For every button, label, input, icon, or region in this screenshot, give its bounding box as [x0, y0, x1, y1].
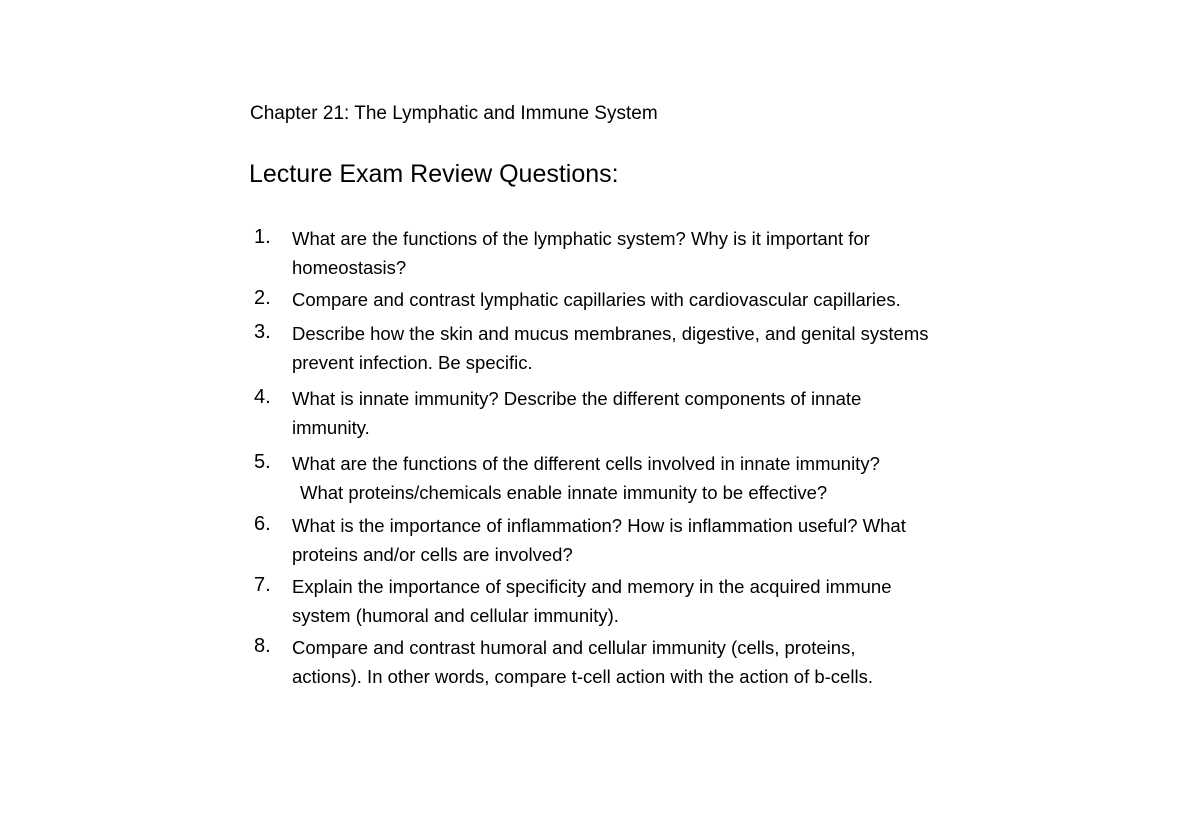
question-line: What is the importance of inflammation? How is inflammation useful? What — [292, 515, 906, 536]
question-line: Explain the importance of specificity and memory in the acquired immune — [292, 576, 892, 597]
question-text — [292, 449, 1002, 507]
question-line: What is innate immunity? Describe the different components of innate — [292, 388, 862, 409]
question-line: system (humoral and cellular immunity). — [292, 605, 619, 626]
question-line: Describe how the skin and mucus membranes, digestive, and genital systems — [292, 323, 929, 344]
question-number: 8. — [254, 635, 271, 657]
question-number: 5. — [254, 451, 271, 473]
question-line: What are the functions of the different cells involved in innate immunity? — [292, 453, 880, 474]
question-line: Compare and contrast humoral and cellular immunity (cells, proteins, — [292, 637, 856, 658]
chapter-title: Chapter 21: The Lymphatic and Immune System — [250, 103, 658, 124]
question-line: Compare and contrast lymphatic capillaries with cardiovascular capillaries. — [292, 289, 901, 310]
question-line: What are the functions of the lymphatic system? Why is it important for — [292, 228, 870, 249]
question-text — [292, 511, 1002, 569]
question-number: 1. — [254, 226, 271, 248]
question-line: actions). In other words, compare t-cell action with the action of b-cells. — [292, 666, 873, 687]
section-heading: Lecture Exam Review Questions: — [249, 160, 619, 188]
question-text — [292, 633, 1002, 691]
question-number: 7. — [254, 574, 271, 596]
question-line: What proteins/chemicals enable innate immunity to be effective? — [300, 482, 828, 503]
question-number: 6. — [254, 513, 271, 535]
question-line: prevent infection. Be specific. — [292, 352, 533, 373]
question-number: 2. — [254, 287, 271, 309]
question-line: proteins and/or cells are involved? — [292, 544, 573, 565]
question-number: 4. — [254, 386, 271, 408]
question-text — [292, 285, 1002, 314]
question-text — [292, 384, 1002, 442]
question-text — [292, 224, 1002, 282]
question-line: immunity. — [292, 417, 370, 438]
question-text — [292, 572, 1002, 630]
question-number: 3. — [254, 321, 271, 343]
question-text — [292, 319, 1002, 377]
question-line: homeostasis? — [292, 257, 407, 278]
